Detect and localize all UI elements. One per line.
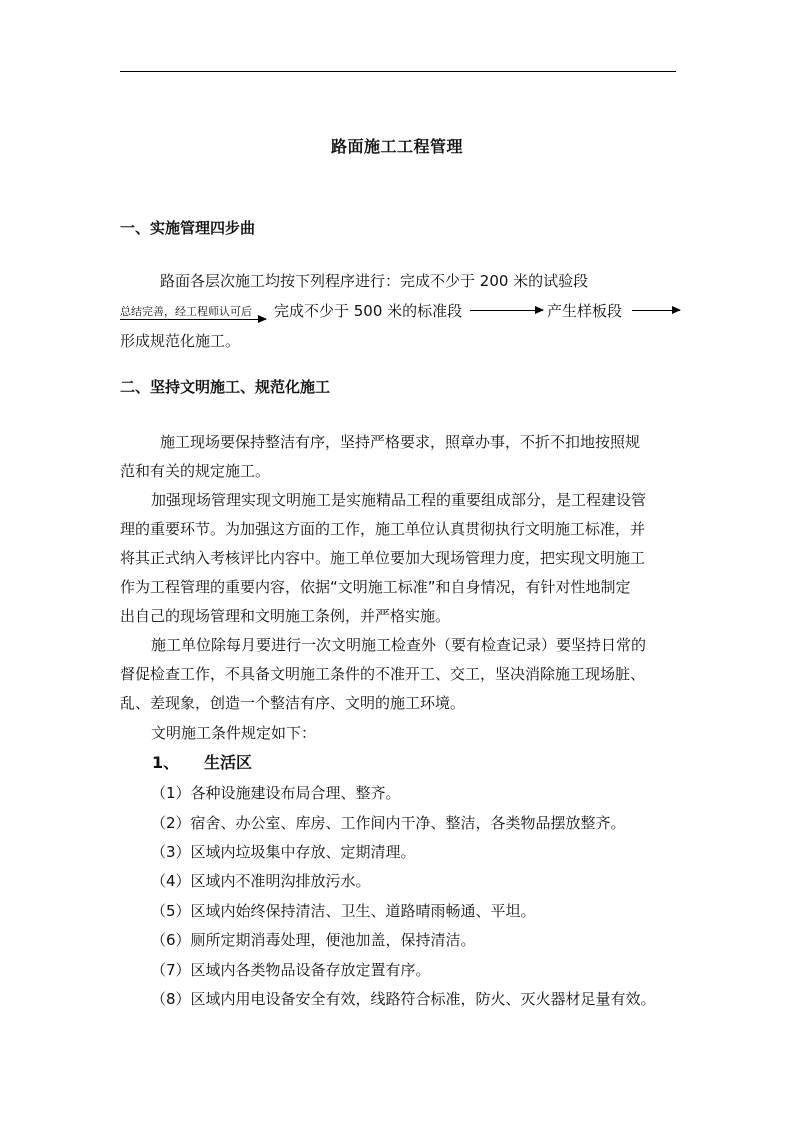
sec2-p3-line-3: 乱、差现象，创造一个整洁有序、文明的施工环境。 [120,694,466,712]
sec2-p3-line-2: 督促检查工作，不具备文明施工条件的不准开工、交工，坚决消除施工现场脏、 [120,665,646,683]
document-title: 路面施工工程管理 [330,137,463,156]
flow-step-standard: 完成不少于 500 米的标准段 [274,302,463,320]
sec2-p2-line-3: 将其正式纳入考核评比内容中。施工单位要加大现场管理力度，把实现文明施工 [120,549,646,567]
flow-arrow-1 [120,319,266,320]
subsection-title: 生活区 [204,753,253,772]
list-item: （5）区域内始终保持清洁、卫生、道路晴雨畅通、平坦。 [151,902,536,920]
section-1-heading: 一、实施管理四步曲 [120,219,256,237]
list-item: （1）各种设施建设布局合理、整齐。 [151,784,401,802]
subsection-number: 1、 [152,753,180,772]
sec2-p2-line-4: 作为工程管理的重要内容，依据“文明施工标准”和自身情况，有针对性地制定 [120,578,631,596]
header-rule [120,71,676,72]
section-2-heading: 二、坚持文明施工、规范化施工 [120,378,331,396]
flow-step-sample: 产生样板段 [547,302,623,320]
arrow-note: 总结完善，经工程师认可后 [120,305,252,318]
sec2-p2-line-2: 理的重要环节。为加强这方面的工作，施工单位认真贯彻执行文明施工标准，并 [120,520,646,538]
sec1-paragraph-line-1: 路面各层次施工均按下列程序进行：完成不少于 200 米的试验段 [160,272,589,290]
sec2-p1-line-2: 范和有关的规定施工。 [120,462,271,480]
list-item: （8）区域内用电设备安全有效，线路符合标准，防火、灭火器材足量有效。 [151,990,656,1008]
list-item: （6）厕所定期消毒处理，便池加盖，保持清洁。 [151,931,476,949]
flow-arrow-3 [632,310,680,311]
flow-arrow-2 [470,310,543,311]
list-item: （7）区域内各类物品设备存放定置有序。 [151,961,431,979]
sec1-paragraph-end: 形成规范化施工。 [120,332,241,350]
sec2-p3-line-1: 施工单位除每月要进行一次文明施工检查外（要有检查记录）要坚持日常的 [151,636,647,654]
sec2-p4: 文明施工条件规定如下： [151,724,317,742]
sec2-p2-line-1: 加强现场管理实现文明施工是实施精品工程的重要组成部分，是工程建设管 [151,491,647,509]
list-item: （4）区域内不准明沟排放污水。 [151,872,371,890]
sec2-p1-line-1: 施工现场要保持整洁有序，坚持严格要求，照章办事，不折不扣地按照规 [160,433,641,451]
list-item: （3）区域内垃圾集中存放、定期清理。 [151,843,416,861]
list-item: （2）宿舍、办公室、库房、工作间内干净、整洁，各类物品摆放整齐。 [151,814,626,832]
sec2-p2-line-5: 出自己的现场管理和文明施工条例，并严格实施。 [120,607,451,625]
